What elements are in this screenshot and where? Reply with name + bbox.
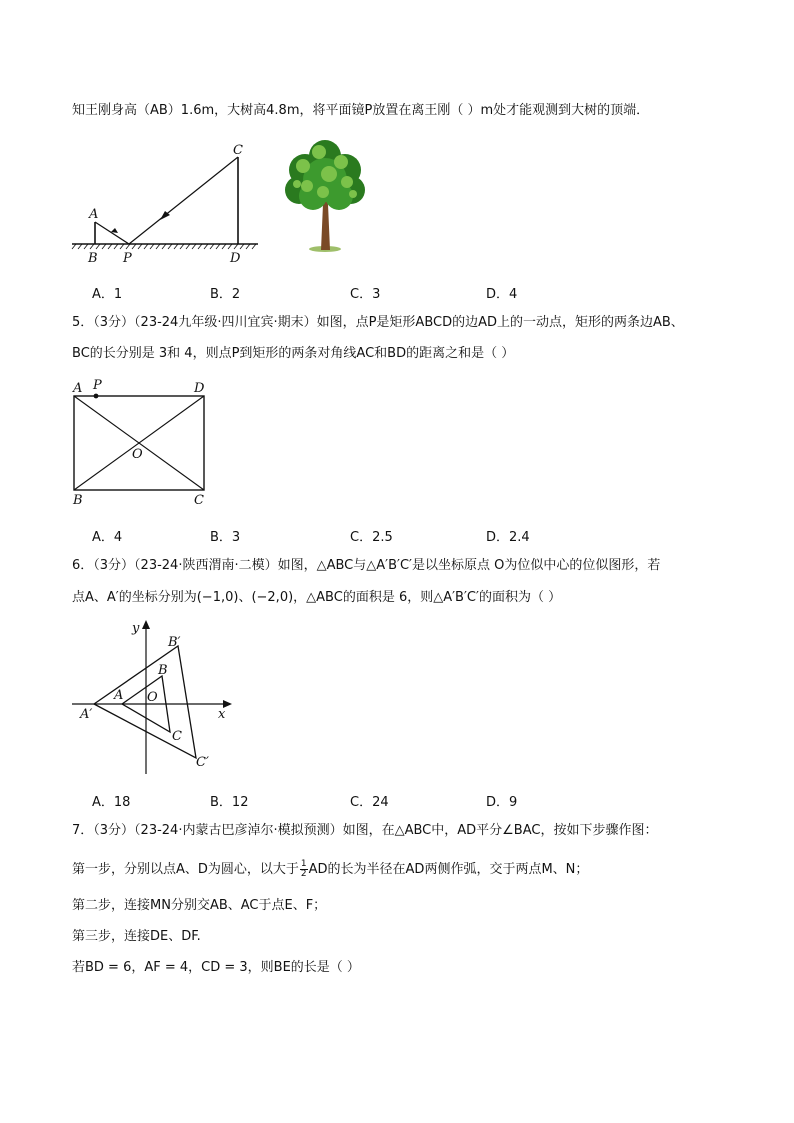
tree-picture bbox=[283, 134, 367, 254]
q6-label-B: B bbox=[158, 663, 168, 678]
fraction-denominator: 2 bbox=[300, 869, 307, 879]
q5-option-a[interactable]: A．4 bbox=[92, 530, 123, 545]
q4-text: 知王刚身高（AB）1.6m，大树高4.8m，将平面镜P放置在离王刚（ ）m处才能观测到大树的顶端． bbox=[72, 103, 650, 118]
q6-label-O: O bbox=[147, 690, 158, 705]
q6-similar-triangles-figure bbox=[72, 618, 242, 778]
q5-options bbox=[92, 526, 652, 544]
q6-option-c[interactable]: C．24 bbox=[350, 795, 389, 810]
q6-option-d[interactable]: D．9 bbox=[486, 795, 518, 810]
q7-step-3: 第三步，连接DE、DF. bbox=[72, 929, 201, 944]
q4-option-a[interactable]: A．1 bbox=[92, 287, 123, 302]
q6-label-C: C bbox=[172, 729, 182, 744]
q4-label-C: C bbox=[233, 143, 243, 158]
q5-label-P: P bbox=[93, 378, 102, 393]
fraction-numerator: 1 bbox=[300, 859, 307, 869]
q4-option-d[interactable]: D．4 bbox=[486, 287, 518, 302]
q4-option-b[interactable]: B．2 bbox=[210, 287, 241, 302]
q6-line-2: 点A、A′的坐标分别为(−1,0)、(−2,0)，△ABC的面积是 6，则△A′B′C′的面积为（ ） bbox=[72, 590, 562, 605]
q7-step-1-post: AD的长为半径在AD两侧作弧，交于两点M、N； bbox=[308, 862, 589, 877]
q4-option-c[interactable]: C．3 bbox=[350, 287, 381, 302]
q7-step-1 bbox=[72, 860, 588, 879]
q6-line-1: 6．（3分）（23-24·陕西渭南·二模）如图，△ABC与△A′B′C′是以坐标原点 O为位似中心的位似图形，若 bbox=[72, 558, 661, 573]
q7-line-1: 7．（3分）（23-24·内蒙古巴彦淖尔·模拟预测）如图，在△ABC中，AD平分∠BAC，按如下步骤作图： bbox=[72, 823, 658, 838]
q5-label-A: A bbox=[73, 381, 83, 396]
q7-step-1-pre: 第一步，分别以点A、D为圆心，以大于 bbox=[72, 862, 299, 877]
q5-line-1: 5．（3分）（23-24九年级·四川宜宾·期末）如图，点P是矩形ABCD的边AD上的一动点，矩形的两条边AB、 bbox=[72, 315, 684, 330]
q4-label-D: D bbox=[230, 251, 241, 266]
q5-line-2: BC的长分别是 3和 4，则点P到矩形的两条对角线AC和BD的距离之和是（ ） bbox=[72, 346, 515, 361]
q6-label-C-prime: C′ bbox=[196, 755, 209, 770]
q5-label-B: B bbox=[73, 493, 83, 508]
q4-mirror-figure bbox=[72, 140, 262, 266]
q7-question: 若BD = 6，AF = 4，CD = 3，则BE的长是（ ） bbox=[72, 960, 360, 975]
q5-option-b[interactable]: B．3 bbox=[210, 530, 241, 545]
q4-label-A: A bbox=[89, 207, 99, 222]
q5-option-c[interactable]: C．2.5 bbox=[350, 530, 393, 545]
q6-label-x: x bbox=[218, 707, 226, 722]
q4-label-P: P bbox=[123, 251, 132, 266]
q6-options bbox=[92, 791, 652, 809]
q5-label-O: O bbox=[132, 447, 143, 462]
q4-options bbox=[92, 283, 652, 301]
q5-option-d[interactable]: D．2.4 bbox=[486, 530, 530, 545]
q5-label-D: D bbox=[194, 381, 205, 396]
q5-label-C: C bbox=[194, 493, 204, 508]
q6-label-B-prime: B′ bbox=[168, 635, 181, 650]
q7-step-2: 第二步，连接MN分别交AB、AC于点E、F； bbox=[72, 898, 327, 913]
one-half-fraction bbox=[300, 860, 308, 879]
q5-rectangle-figure bbox=[70, 378, 220, 508]
q4-label-B: B bbox=[88, 251, 98, 266]
q6-label-y: y bbox=[132, 621, 140, 636]
q6-option-b[interactable]: B．12 bbox=[210, 795, 249, 810]
q6-label-A-prime: A′ bbox=[80, 707, 93, 722]
q6-option-a[interactable]: A．18 bbox=[92, 795, 131, 810]
q6-label-A: A bbox=[114, 688, 124, 703]
